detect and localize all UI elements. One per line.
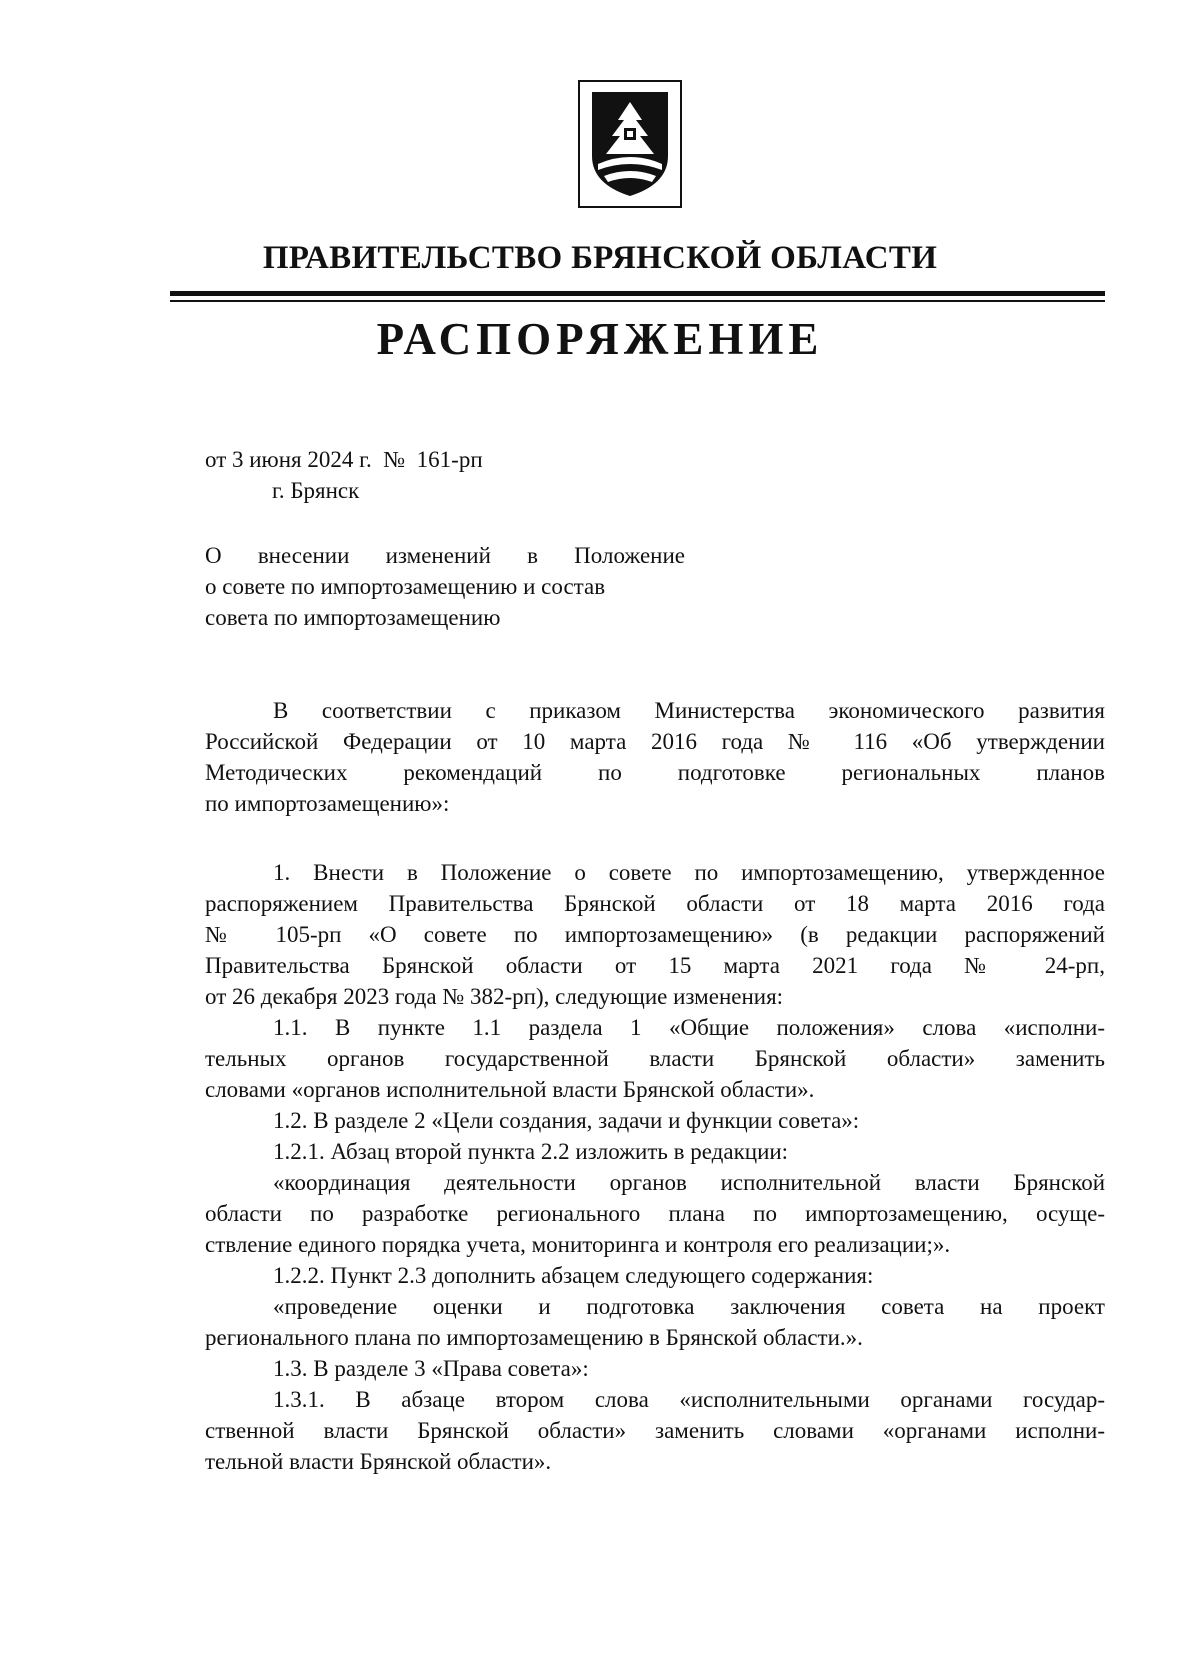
item-1-3-paragraph [205,1353,1105,1384]
coat-of-arms-emblem [578,80,682,208]
text-line: ственной власти Брянской области» заменить словами «органами исполни- [205,1418,1105,1443]
brynsk-coat-of-arms-icon [586,88,674,200]
text-line: 1.1. В пункте 1.1 раздела 1 «Общие положения» слова «исполни- [273,1015,1105,1040]
text-line: № 105-рп «О совете по импортозамещению» (в редакции распоряжений [205,922,1105,947]
text-line: Правительства Брянской области от 15 марта 2021 года № 24-рп, [205,953,1105,978]
item-1-2-1-paragraph [205,1136,1105,1167]
text-line: 1.3. В разделе 3 «Права совета»: [273,1356,589,1381]
text-line: 1.2.1. Абзац второй пункта 2.2 изложить в редакции: [273,1139,789,1164]
text-line: по импортозамещению»: [205,791,450,816]
number-sign: № [383,447,406,472]
document-number: 161-рп [416,447,483,472]
text-line: 1. Внести в Положение о совете по импортозамещению, утвержденное [273,860,1105,885]
item-1-paragraph [205,857,1105,1012]
text-line: регионального плана по импортозамещению в Брянской области.». [205,1325,863,1350]
text-line: Методических рекомендаций по подготовке региональных планов [205,760,1105,785]
date-number-line [205,447,483,473]
text-line: Российской Федерации от 10 марта 2016 года № 116 «Об утверждении [205,729,1105,754]
item-1-1-paragraph [205,1012,1105,1105]
text-line: от 26 декабря 2023 года № 382-рп), следующие изменения: [205,984,784,1009]
subject-line: о совете по импортозамещению и состав [205,574,606,599]
government-title: ПРАВИТЕЛЬСТВО БРЯНСКОЙ ОБЛАСТИ [262,240,938,276]
document-city: г. Брянск [272,478,360,503]
text-line: «проведение оценки и подготовка заключения совета на проект [273,1294,1105,1319]
text-line: В соответствии с приказом Министерства экономического развития [273,698,1105,723]
subject-line: совета по импортозамещению [205,605,501,630]
text-line: области по разработке регионального плана по импортозамещению, осуще- [205,1201,1105,1226]
document-subject [205,540,685,633]
document-type-title: РАСПОРЯЖЕНИЕ [376,314,824,364]
item-1-3-1-paragraph [205,1384,1105,1477]
text-line: распоряжением Правительства Брянской области от 18 марта 2016 года [205,891,1105,916]
item-1-2-1-text-paragraph [205,1167,1105,1260]
text-line: ствление единого порядка учета, мониторинга и контроля его реализации;». [205,1232,951,1257]
text-line: 1.2.2. Пункт 2.3 дополнить абзацем следующего содержания: [273,1263,874,1288]
item-1-2-2-paragraph [205,1260,1105,1291]
text-line: тельных органов государственной власти Брянской области» заменить [205,1046,1105,1071]
preamble-paragraph [205,695,1105,819]
item-1-2-paragraph [205,1105,1105,1136]
document-date: 3 июня 2024 г. [232,447,372,472]
document-body [205,695,1105,1477]
text-line: 1.2. В разделе 2 «Цели создания, задачи и функции совета»: [273,1108,860,1133]
header-rule-thick [170,291,1105,296]
text-line: тельной власти Брянской области». [205,1449,552,1474]
date-prefix: от [205,447,227,472]
header-rule-thin [170,300,1105,302]
text-line: словами «органов исполнительной власти Брянской области». [205,1077,815,1102]
subject-line: О внесении изменений в Положение [205,543,685,568]
text-line: «координация деятельности органов исполнительной власти Брянской [273,1170,1105,1195]
item-1-2-2-text-paragraph [205,1291,1105,1353]
text-line: 1.3.1. В абзаце втором слова «исполнительными органами государ- [273,1387,1105,1412]
